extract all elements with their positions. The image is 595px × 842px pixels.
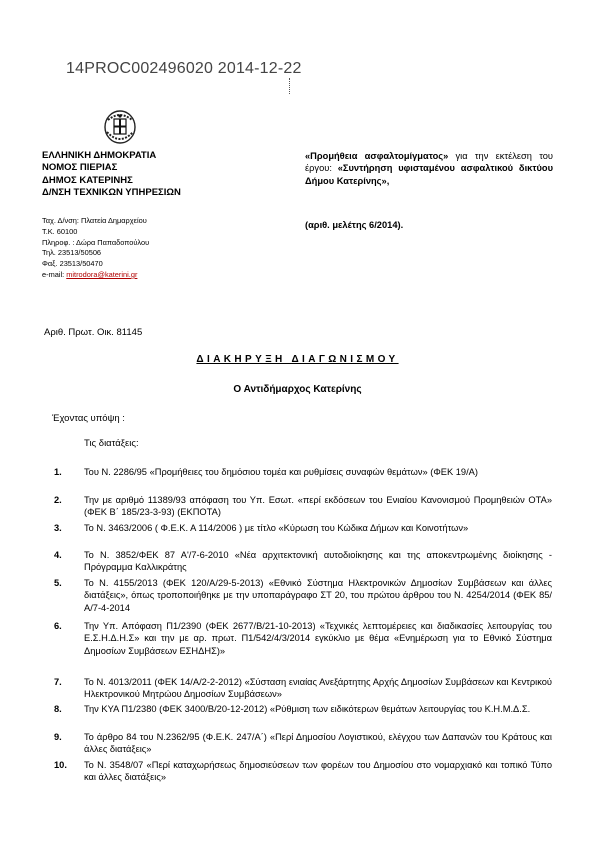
authority-line-municipality: ΔΗΜΟΣ ΚΑΤΕΡΙΝΗΣ bbox=[42, 174, 133, 186]
decree-text: Το Ν. 3548/07 «Περί καταχωρήσεως δημοσιεύσεων των φορέων του Δημοσίου στο νομαρχιακό και τοπικό Τύπο και άλλες διατάξεις» bbox=[84, 760, 552, 783]
contact-address: Ταχ. Δ/νση: Πλατεία Δημαρχείου bbox=[42, 216, 147, 225]
contact-postcode: Τ.Κ. 60100 bbox=[42, 226, 78, 236]
decree-text: Του Ν. 2286/95 «Προμήθειες του δημόσιου τομέα και ρυθμίσεις συναφών θεμάτων» (ΦΕΚ 19/Α) bbox=[84, 467, 478, 477]
decree-item bbox=[54, 494, 552, 519]
decree-item bbox=[54, 731, 552, 756]
provisions-heading: Τις διατάξεις: bbox=[84, 438, 139, 449]
decree-text: Το Ν. 3852/ΦΕΚ 87 Α'/7-6-2010 «Νέα αρχιτεκτονική αυτοδιοίκησης και της αποκεντρωμένης διοίκησης - Πρόγραμμα Καλλικράτης bbox=[84, 550, 552, 573]
authority-line-prefecture: ΝΟΜΟΣ ΠΙΕΡΙΑΣ bbox=[42, 162, 118, 174]
protocol-number: Αριθ. Πρωτ. Οικ. 81145 bbox=[44, 327, 143, 338]
decree-text: Το Ν. 3463/2006 ( Φ.Ε.Κ. Α 114/2006 ) με τίτλο «Κύρωση του Κώδικα Δήμων και Κοινοτήτων» bbox=[84, 523, 469, 533]
study-number: (αριθ. μελέτης 6/2014). bbox=[305, 220, 404, 230]
authority-line-republic: ΕΛΛΗΝΙΚΗ ΔΗΜΟΚΡΑΤΙΑ bbox=[42, 150, 157, 161]
decree-number: 10. bbox=[54, 760, 67, 770]
decree-text: Το άρθρο 84 του Ν.2362/95 (Φ.Ε.Κ. 247/Α΄) «Περί Δημοσίου Λογιστικού, ελέγχου των Δαπανών του Κράτους και άλλες διατάξεις» bbox=[84, 732, 552, 755]
decree-number: 7. bbox=[54, 677, 62, 687]
decree-number: 8. bbox=[54, 704, 62, 714]
decree-item bbox=[54, 522, 552, 534]
decree-text: Το Ν. 4013/2011 (ΦΕΚ 14/Α/2-2-2012) «Σύσταση ενιαίας Ανεξάρτητης Αρχής Δημοσίων Συμβάσεων και Κεντρικού Ηλεκτρονικού Μητρώου Δημοσίων Συμβάσεων» bbox=[84, 677, 552, 700]
contact-phone: Τηλ. 23513/50506 bbox=[42, 248, 102, 258]
decree-number: 3. bbox=[54, 523, 62, 533]
decree-number: 1. bbox=[54, 467, 62, 477]
decree-number: 4. bbox=[54, 550, 62, 560]
document-stamp: 14PROC002496020 2014-12-22 bbox=[66, 60, 302, 77]
decree-text: Την Υπ. Απόφαση Π1/2390 (ΦΕΚ 2677/Β/21-10-2013) «Τεχνικές λεπτομέρειες και διαδικασίες λειτουργίας του Ε.Σ.Η.Δ.Η.Σ» και την με αρ. πρωτ. Π1/542/4/3/2014 εγκύκλιο με θέμα «Ενημέρωση για το Εθνικό Σύστημα Δημοσίων Συμβάσεων ΕΣΗΔΗΣ)» bbox=[84, 621, 552, 656]
contact-fax: Φαξ. 23513/50470 bbox=[42, 259, 103, 269]
project-name: «Προμήθεια ασφαλτομίγματος» bbox=[305, 151, 449, 161]
considering-heading: Έχοντας υπόψη : bbox=[52, 413, 125, 424]
project-connector: για την εκτέλεση του έργου: bbox=[305, 151, 553, 174]
decree-text: Την ΚΥΑ Π1/2380 (ΦΕΚ 3400/Β/20-12-2012) «Ρύθμιση των ειδικότερων θεμάτων λειτουργίας του Κ.Η.Μ.Δ.Σ. bbox=[84, 704, 531, 714]
decree-number: 9. bbox=[54, 732, 62, 742]
page-title: ΔΙΑΚΗΡΥΞΗ ΔΙΑΓΩΝΙΣΜΟΥ bbox=[196, 354, 399, 365]
decree-number: 2. bbox=[54, 495, 62, 505]
contact-email-label: e-mail: bbox=[42, 269, 67, 279]
decree-item bbox=[54, 676, 552, 701]
decree-number: 6. bbox=[54, 621, 62, 631]
decree-item bbox=[54, 759, 552, 784]
contact-email-link[interactable]: mitrodora@katerini.gr bbox=[66, 269, 138, 279]
decree-text: Την με αριθμό 11389/93 απόφαση του Υπ. Εσωτ. «περί εκδόσεων του Ενιαίου Κανονισμού Προμηθειών ΟΤΑ» (ΦΕΚ Β΄ 185/23-3-93) (ΕΚΠΟΤΑ) bbox=[84, 495, 552, 518]
decree-item bbox=[54, 703, 552, 715]
page-subtitle: Ο Αντιδήμαρχος Κατερίνης bbox=[233, 384, 362, 395]
decree-item bbox=[54, 620, 552, 657]
authority-line-department: Δ/ΝΣΗ ΤΕΧΝΙΚΩΝ ΥΠΗΡΕΣΙΩΝ bbox=[42, 187, 181, 199]
decree-item bbox=[54, 549, 552, 574]
contact-info-person: Πληροφ. : Δώρα Παπαδοπούλου bbox=[42, 237, 150, 247]
project-work-title: «Συντήρηση υφισταμένου ασφαλτικού δικτύου Δήμου Κατερίνης», bbox=[305, 163, 553, 186]
decree-number: 5. bbox=[54, 578, 62, 588]
decree-text: Το Ν. 4155/2013 (ΦΕΚ 120/Α/29-5-2013) «Εθνικό Σύστημα Ηλεκτρονικών Δημοσίων Συμβάσεων και άλλες διατάξεις», όπως τροποποιήθηκε με την υποπαράγραφο ΣΤ 20, του πρώτου άρθρου του Ν. 4254/2014 (ΦΕΚ 85/Α/7-4-2014 bbox=[84, 578, 552, 613]
decree-item bbox=[54, 577, 552, 614]
decree-item bbox=[54, 466, 552, 478]
